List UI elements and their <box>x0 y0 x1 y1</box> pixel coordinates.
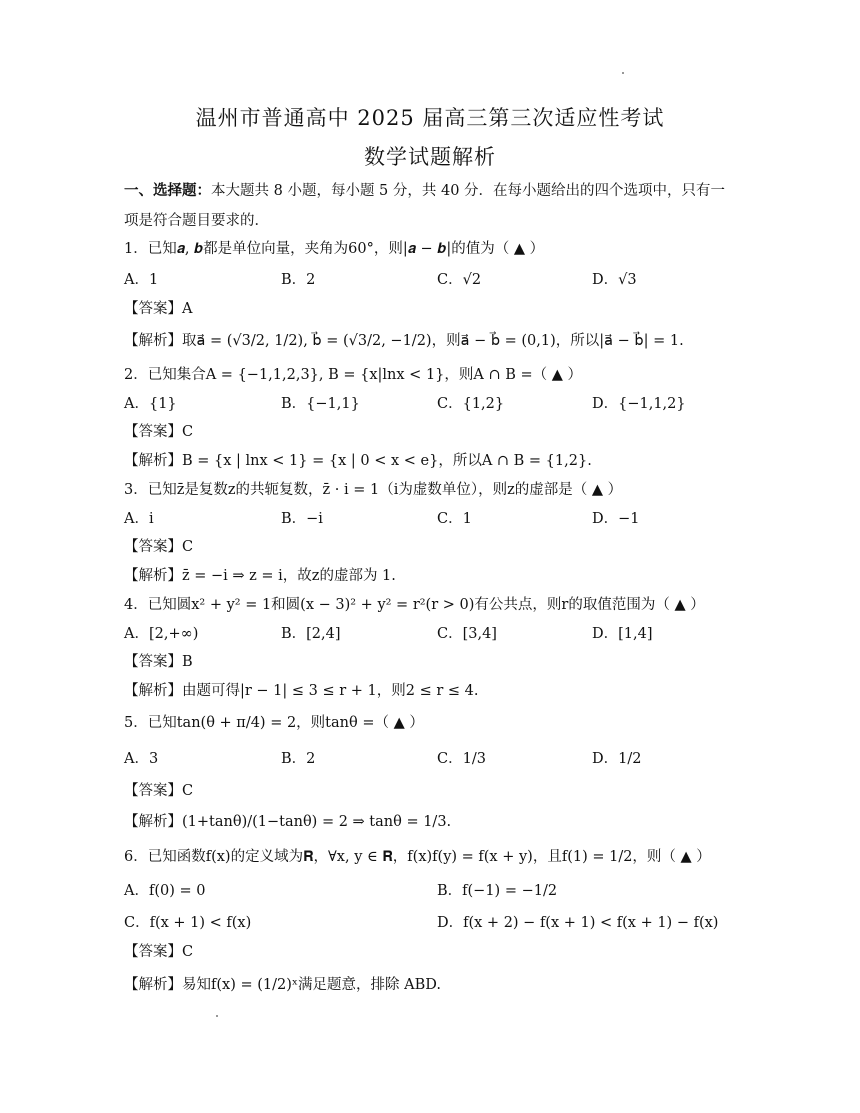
q6-answer: 【答案】C <box>124 944 194 960</box>
q4-analysis: 【解析】由题可得|r − 1| ≤ 3 ≤ r + 1，则2 ≤ r ≤ 4. <box>124 683 479 699</box>
q3-option-d: D．−1 <box>592 511 640 527</box>
q4-option-c: C．[3,4] <box>437 626 497 642</box>
q1-option-b: B．2 <box>281 272 316 288</box>
q4-option-a: A．[2,+∞) <box>124 626 199 642</box>
question-2-stem: 2．已知集合A = {−1,1,2,3}, B = {x|lnx < 1}，则A ∩ B =（ ▲ ） <box>124 367 583 383</box>
q3-answer: 【答案】C <box>124 539 194 555</box>
q4-answer: 【答案】B <box>124 654 193 670</box>
q2-option-b: B．{−1,1} <box>281 396 360 412</box>
q5-option-c: C．1/3 <box>437 751 486 767</box>
page-title: 温州市普通高中 2025 届高三第三次适应性考试 <box>195 106 665 130</box>
q6-option-b: B．f(−1) = −1/2 <box>437 883 558 899</box>
question-6-stem: 6．已知函数f(x)的定义域为𝐑，∀x, y ∈ 𝐑，f(x)f(y) = f(x + y)，且f(1) = 1/2，则（ ▲ ） <box>124 849 711 865</box>
question-5-stem: 5．已知tan(θ + π/4) = 2，则tanθ =（ ▲ ） <box>124 715 424 731</box>
page-subtitle: 数学试题解析 <box>364 145 496 169</box>
q3-option-a: A．i <box>124 511 154 527</box>
scan-dot <box>622 72 624 74</box>
q5-option-b: B．2 <box>281 751 316 767</box>
q1-option-a: A．1 <box>124 272 159 288</box>
q4-option-d: D．[1,4] <box>592 626 653 642</box>
q2-option-a: A．{1} <box>124 396 177 412</box>
q2-analysis: 【解析】B = {x | lnx < 1} = {x | 0 < x < e}，所以A ∩ B = {1,2}. <box>124 453 592 469</box>
q5-answer: 【答案】C <box>124 783 194 799</box>
q2-option-c: C．{1,2} <box>437 396 505 412</box>
q6-option-c: C．f(x + 1) < f(x) <box>124 915 252 931</box>
q3-analysis: 【解析】z̄ = −i ⇒ z = i，故z的虚部为 1. <box>124 568 396 584</box>
q1-analysis: 【解析】取a⃗ = (√3/2, 1/2), b⃗ = (√3/2, −1/2)，则a⃗ − b⃗ = (0,1)，所以|a⃗ − b⃗| = 1. <box>124 333 684 349</box>
q5-option-a: A．3 <box>124 751 159 767</box>
scan-dot <box>216 1015 218 1017</box>
section-intro <box>124 176 734 236</box>
q3-option-b: B．−i <box>281 511 323 527</box>
q1-option-d: D．√3 <box>592 272 637 288</box>
q2-answer: 【答案】C <box>124 424 194 440</box>
q6-option-d: D．f(x + 2) − f(x + 1) < f(x + 1) − f(x) <box>437 915 719 931</box>
question-1-stem: 1．已知𝒂, 𝒃都是单位向量，夹角为60°，则|𝒂 − 𝒃|的值为（ ▲ ） <box>124 241 545 257</box>
q1-answer: 【答案】A <box>124 301 193 317</box>
q1-option-c: C．√2 <box>437 272 482 288</box>
q6-analysis: 【解析】易知f(x) = (1/2)ˣ满足题意，排除 ABD. <box>124 977 441 993</box>
section-heading: 一、选择题： <box>124 182 211 199</box>
question-4-stem: 4．已知圆x² + y² = 1和圆(x − 3)² + y² = r²(r > 0)有公共点，则r的取值范围为（ ▲ ） <box>124 597 705 613</box>
q5-option-d: D．1/2 <box>592 751 642 767</box>
q3-option-c: C．1 <box>437 511 472 527</box>
section-intro-text: 本大题共 8 小题，每小题 5 分，共 40 分．在每小题给出的四个选项中，只有一项是符合题目要求的． <box>124 183 726 229</box>
q6-option-a: A．f(0) = 0 <box>124 883 206 899</box>
question-3-stem: 3．已知z̄是复数z的共轭复数，z̄ · i = 1（i为虚数单位），则z的虚部是（ ▲ ） <box>124 482 623 498</box>
q5-analysis: 【解析】(1+tanθ)/(1−tanθ) = 2 ⇒ tanθ = 1/3. <box>124 814 452 830</box>
q2-option-d: D．{−1,1,2} <box>592 396 686 412</box>
q4-option-b: B．[2,4] <box>281 626 341 642</box>
